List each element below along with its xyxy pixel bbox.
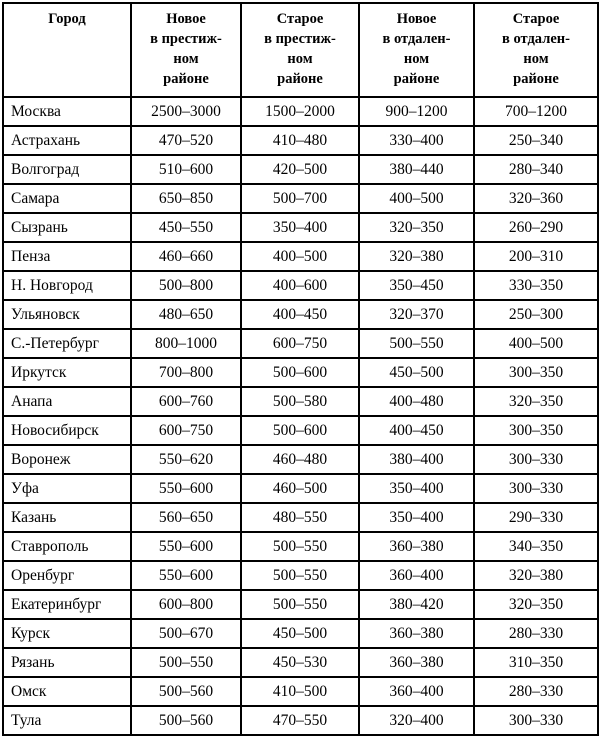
price-range-cell-new-remote: 350–400 [359, 503, 474, 532]
column-header-line: в престиж- [150, 31, 222, 47]
price-range-cell-new-prestige: 550–600 [131, 532, 241, 561]
column-header-line: Город [48, 11, 86, 27]
table-row [3, 590, 598, 619]
city-cell: Иркутск [3, 358, 131, 387]
price-range-cell-old-remote: 300–350 [474, 358, 598, 387]
price-range-cell-old-remote: 310–350 [474, 648, 598, 677]
price-range-cell-new-remote: 450–500 [359, 358, 474, 387]
price-range-cell-old-remote: 280–340 [474, 155, 598, 184]
price-range-cell-new-remote: 320–370 [359, 300, 474, 329]
column-header-old-prestige [241, 3, 359, 97]
city-cell: Уфа [3, 474, 131, 503]
price-range-cell-old-prestige: 420–500 [241, 155, 359, 184]
table-row [3, 474, 598, 503]
price-range-cell-new-remote: 350–400 [359, 474, 474, 503]
column-header-line: ном [523, 51, 549, 67]
city-cell: Пенза [3, 242, 131, 271]
price-range-cell-new-prestige: 500–560 [131, 706, 241, 735]
city-cell: Анапа [3, 387, 131, 416]
price-range-cell-new-prestige: 460–660 [131, 242, 241, 271]
table-row [3, 155, 598, 184]
price-range-cell-old-prestige: 1500–2000 [241, 97, 359, 126]
table-row [3, 445, 598, 474]
price-range-cell-old-prestige: 500–580 [241, 387, 359, 416]
table-row [3, 271, 598, 300]
price-range-cell-old-prestige: 400–600 [241, 271, 359, 300]
price-range-cell-new-prestige: 550–620 [131, 445, 241, 474]
price-range-cell-old-prestige: 460–500 [241, 474, 359, 503]
column-header-line: ном [403, 51, 430, 67]
price-range-cell-old-prestige: 410–480 [241, 126, 359, 155]
column-header-line: районе [163, 71, 209, 87]
price-range-cell-old-remote: 320–360 [474, 184, 598, 213]
city-cell: Н. Новгород [3, 271, 131, 300]
price-range-cell-new-remote: 500–550 [359, 329, 474, 358]
price-range-cell-old-remote: 300–330 [474, 706, 598, 735]
price-range-cell-new-remote: 400–500 [359, 184, 474, 213]
column-header-line: в отдален- [382, 31, 451, 47]
price-range-cell-old-prestige: 400–450 [241, 300, 359, 329]
table-row [3, 184, 598, 213]
table-header [3, 3, 598, 97]
price-range-cell-old-remote: 280–330 [474, 619, 598, 648]
table-row [3, 97, 598, 126]
column-header-line: в отдален- [502, 31, 570, 47]
price-range-cell-new-prestige: 500–560 [131, 677, 241, 706]
price-range-cell-new-prestige: 500–670 [131, 619, 241, 648]
city-cell: Ставрополь [3, 532, 131, 561]
column-header-line: ном [173, 51, 199, 67]
price-range-cell-old-remote: 300–330 [474, 474, 598, 503]
price-range-cell-old-prestige: 500–550 [241, 532, 359, 561]
price-range-cell-new-prestige: 560–650 [131, 503, 241, 532]
table-row [3, 300, 598, 329]
column-header-line: районе [393, 71, 440, 87]
price-range-cell-new-remote: 380–420 [359, 590, 474, 619]
price-range-cell-new-remote: 360–400 [359, 561, 474, 590]
city-cell: Тула [3, 706, 131, 735]
price-range-cell-new-prestige: 470–520 [131, 126, 241, 155]
city-cell: Волгоград [3, 155, 131, 184]
price-range-cell-old-remote: 300–350 [474, 416, 598, 445]
price-range-cell-old-prestige: 600–750 [241, 329, 359, 358]
column-header-line: ном [287, 51, 313, 67]
price-range-cell-new-prestige: 550–600 [131, 474, 241, 503]
column-header-city [3, 3, 131, 97]
price-range-cell-old-prestige: 480–550 [241, 503, 359, 532]
price-range-cell-new-prestige: 600–760 [131, 387, 241, 416]
price-range-cell-old-prestige: 500–550 [241, 561, 359, 590]
table-row [3, 532, 598, 561]
city-cell: С.-Петербург [3, 329, 131, 358]
table-row [3, 561, 598, 590]
price-range-cell-old-prestige: 500–600 [241, 416, 359, 445]
price-range-cell-new-remote: 360–380 [359, 532, 474, 561]
price-range-cell-new-prestige: 450–550 [131, 213, 241, 242]
city-cell: Самара [3, 184, 131, 213]
column-header-line: Старое [512, 11, 560, 27]
price-range-cell-new-prestige: 800–1000 [131, 329, 241, 358]
city-cell: Курск [3, 619, 131, 648]
price-range-cell-old-remote: 250–340 [474, 126, 598, 155]
table-row [3, 242, 598, 271]
city-cell: Рязань [3, 648, 131, 677]
price-range-cell-old-remote: 260–290 [474, 213, 598, 242]
table-row [3, 358, 598, 387]
price-range-cell-new-prestige: 600–750 [131, 416, 241, 445]
price-range-cell-new-remote: 330–400 [359, 126, 474, 155]
price-range-cell-old-remote: 400–500 [474, 329, 598, 358]
price-range-cell-old-prestige: 500–550 [241, 590, 359, 619]
table-row [3, 677, 598, 706]
price-range-cell-old-prestige: 400–500 [241, 242, 359, 271]
price-range-cell-new-prestige: 500–800 [131, 271, 241, 300]
price-range-cell-old-remote: 700–1200 [474, 97, 598, 126]
price-range-cell-old-prestige: 470–550 [241, 706, 359, 735]
header-row [3, 3, 598, 97]
city-cell: Оренбург [3, 561, 131, 590]
table-row [3, 648, 598, 677]
price-range-cell-new-prestige: 550–600 [131, 561, 241, 590]
price-range-cell-old-prestige: 450–500 [241, 619, 359, 648]
price-range-cell-old-prestige: 500–700 [241, 184, 359, 213]
city-cell: Астрахань [3, 126, 131, 155]
price-range-cell-new-remote: 350–450 [359, 271, 474, 300]
city-cell: Новосибирск [3, 416, 131, 445]
column-header-line: районе [513, 71, 559, 87]
table-row [3, 619, 598, 648]
price-range-cell-old-prestige: 410–500 [241, 677, 359, 706]
city-cell: Сызрань [3, 213, 131, 242]
column-header-line: в престиж- [264, 31, 336, 47]
city-cell: Омск [3, 677, 131, 706]
price-range-cell-new-remote: 400–480 [359, 387, 474, 416]
city-cell: Москва [3, 97, 131, 126]
price-range-cell-new-remote: 360–380 [359, 648, 474, 677]
price-range-cell-old-prestige: 460–480 [241, 445, 359, 474]
price-range-cell-old-prestige: 450–530 [241, 648, 359, 677]
column-header-new-remote [359, 3, 474, 97]
price-range-cell-new-prestige: 700–800 [131, 358, 241, 387]
city-cell: Воронеж [3, 445, 131, 474]
city-cell: Казань [3, 503, 131, 532]
price-range-cell-new-prestige: 600–800 [131, 590, 241, 619]
table-row [3, 387, 598, 416]
price-range-cell-new-remote: 320–400 [359, 706, 474, 735]
price-range-cell-new-prestige: 510–600 [131, 155, 241, 184]
price-range-cell-old-remote: 320–350 [474, 590, 598, 619]
price-range-cell-old-remote: 320–380 [474, 561, 598, 590]
city-price-table [2, 2, 599, 736]
table-row [3, 329, 598, 358]
column-header-old-remote [474, 3, 598, 97]
price-range-cell-old-remote: 200–310 [474, 242, 598, 271]
city-cell: Екатеринбург [3, 590, 131, 619]
column-header-line: Старое [276, 11, 324, 27]
price-range-cell-new-remote: 320–350 [359, 213, 474, 242]
column-header-new-prestige [131, 3, 241, 97]
price-range-cell-new-remote: 380–400 [359, 445, 474, 474]
price-range-cell-old-remote: 320–350 [474, 387, 598, 416]
price-range-cell-old-remote: 330–350 [474, 271, 598, 300]
price-range-cell-old-prestige: 500–600 [241, 358, 359, 387]
price-range-cell-new-prestige: 500–550 [131, 648, 241, 677]
price-range-cell-old-remote: 290–330 [474, 503, 598, 532]
price-range-cell-new-remote: 320–380 [359, 242, 474, 271]
price-range-cell-old-remote: 300–330 [474, 445, 598, 474]
price-range-cell-new-prestige: 480–650 [131, 300, 241, 329]
price-range-cell-old-remote: 340–350 [474, 532, 598, 561]
table-row [3, 503, 598, 532]
price-range-cell-old-prestige: 350–400 [241, 213, 359, 242]
price-range-cell-new-prestige: 650–850 [131, 184, 241, 213]
price-range-cell-new-remote: 380–440 [359, 155, 474, 184]
column-header-line: районе [277, 71, 323, 87]
table-row [3, 416, 598, 445]
price-range-cell-new-remote: 360–400 [359, 677, 474, 706]
table-row [3, 126, 598, 155]
column-header-line: Новое [166, 11, 206, 27]
table-body [3, 97, 598, 735]
city-cell: Ульяновск [3, 300, 131, 329]
column-header-line: Новое [396, 11, 437, 27]
price-range-cell-new-remote: 900–1200 [359, 97, 474, 126]
price-range-cell-new-prestige: 2500–3000 [131, 97, 241, 126]
table-row [3, 213, 598, 242]
price-range-cell-old-remote: 250–300 [474, 300, 598, 329]
price-range-cell-old-remote: 280–330 [474, 677, 598, 706]
price-range-cell-new-remote: 400–450 [359, 416, 474, 445]
price-range-cell-new-remote: 360–380 [359, 619, 474, 648]
